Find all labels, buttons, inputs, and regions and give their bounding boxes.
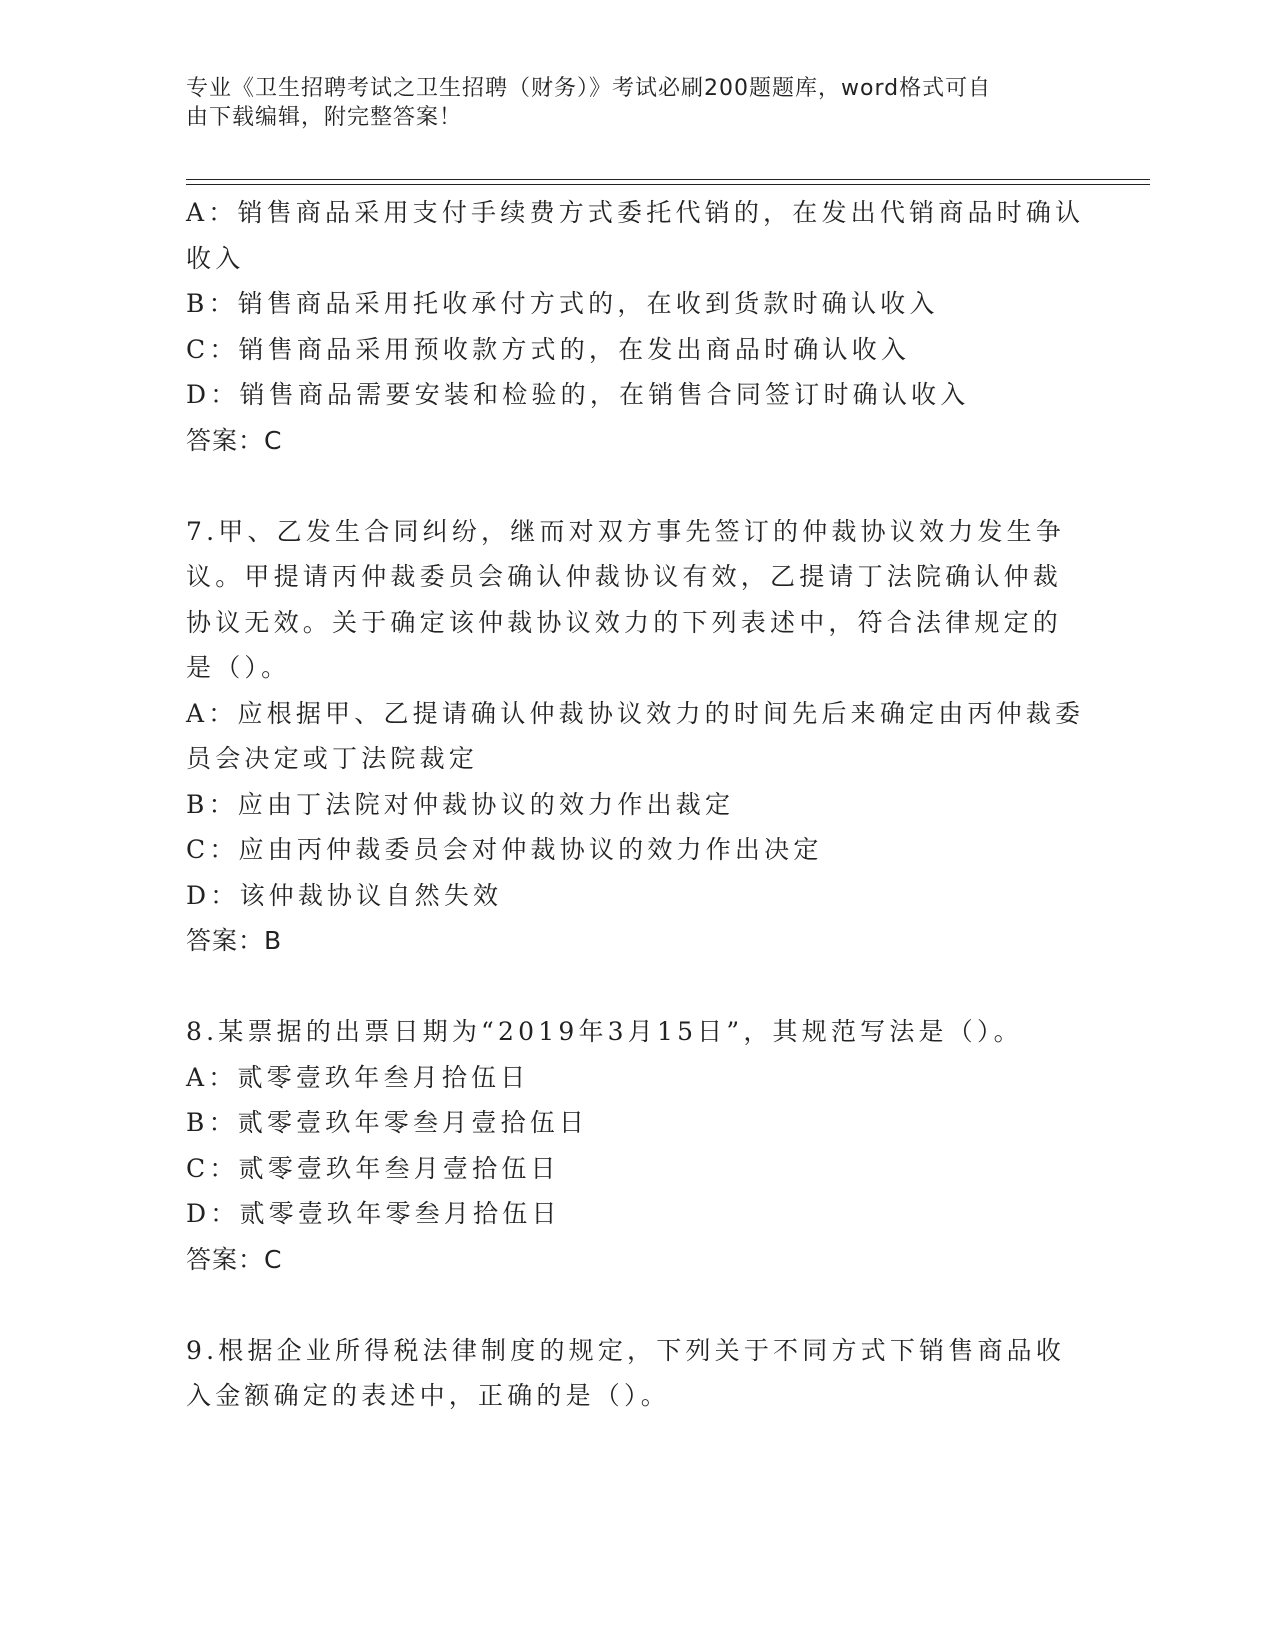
option-a-line-1: A：销售商品采用支付手续费方式委托代销的，在发出代销商品时确认: [186, 198, 1085, 227]
option-d: D：贰零壹玖年零叁月拾伍日: [186, 1199, 561, 1228]
question-stem-line-1: 9.根据企业所得税法律制度的规定，下列关于不同方式下销售商品收: [186, 1335, 1066, 1365]
question-7: [186, 509, 1085, 964]
question-stem-line-4: 是（）。: [186, 653, 291, 682]
option-a-line-2: 收入: [186, 243, 245, 273]
spacer: [186, 964, 1076, 1010]
option-b: B：应由丁法院对仲裁协议的效力作出裁定: [186, 789, 735, 819]
question-stem-line-1: 7.甲、乙发生合同纠纷，继而对双方事先签订的仲裁协议效力发生争: [186, 516, 1066, 546]
header-line-2: 由下载编辑，附完整答案！: [186, 105, 463, 130]
option-c: C：应由丙仲裁委员会对仲裁协议的效力作出决定: [186, 835, 823, 864]
answer: 答案：C: [186, 1244, 283, 1274]
question-stem: 8.某票据的出票日期为“2019年3月15日”，其规范写法是（）。: [186, 1017, 1023, 1046]
header-rule-top: [186, 179, 1150, 180]
option-a-line-1: A：应根据甲、乙提请确认仲裁协议效力的时间先后来确定由丙仲裁委: [186, 698, 1085, 728]
question-list: [186, 190, 1085, 1419]
question-stem-line-2: 入金额确定的表述中，正确的是（）。: [186, 1381, 670, 1410]
option-d: D：该仲裁协议自然失效: [186, 880, 503, 910]
option-d: D：销售商品需要安装和检验的，在销售合同签订时确认收入: [186, 380, 970, 409]
option-c: C：贰零壹玖年叁月壹拾伍日: [186, 1153, 560, 1183]
option-b: B：销售商品采用托收承付方式的，在收到货款时确认收入: [186, 289, 939, 318]
question-stem-line-2: 议。甲提请丙仲裁委员会确认仲裁协议有效，乙提请丁法院确认仲裁: [186, 562, 1063, 591]
option-b: B：贰零壹玖年零叁月壹拾伍日: [186, 1108, 589, 1137]
spacer: [186, 1282, 1076, 1328]
option-a-line-2: 员会决定或丁法院裁定: [186, 744, 479, 773]
answer: 答案：C: [186, 425, 283, 455]
document-header: [186, 74, 1066, 132]
option-c: C：销售商品采用预收款方式的，在发出商品时确认收入: [186, 334, 911, 364]
answer: 答案：B: [186, 926, 283, 955]
header-line-1: 专业《卫生招聘考试之卫生招聘（财务）》考试必刷200题题库，word格式可自: [186, 76, 992, 101]
question-stem-line-3: 协议无效。关于确定该仲裁协议效力的下列表述中，符合法律规定的: [186, 607, 1063, 637]
option-a: A：贰零壹玖年叁月拾伍日: [186, 1062, 530, 1092]
question-8: [186, 1009, 1076, 1282]
question-9: [186, 1328, 1076, 1419]
spacer: [186, 463, 1076, 509]
header-rule-bottom: [186, 184, 1150, 185]
question-6: [186, 190, 1085, 463]
